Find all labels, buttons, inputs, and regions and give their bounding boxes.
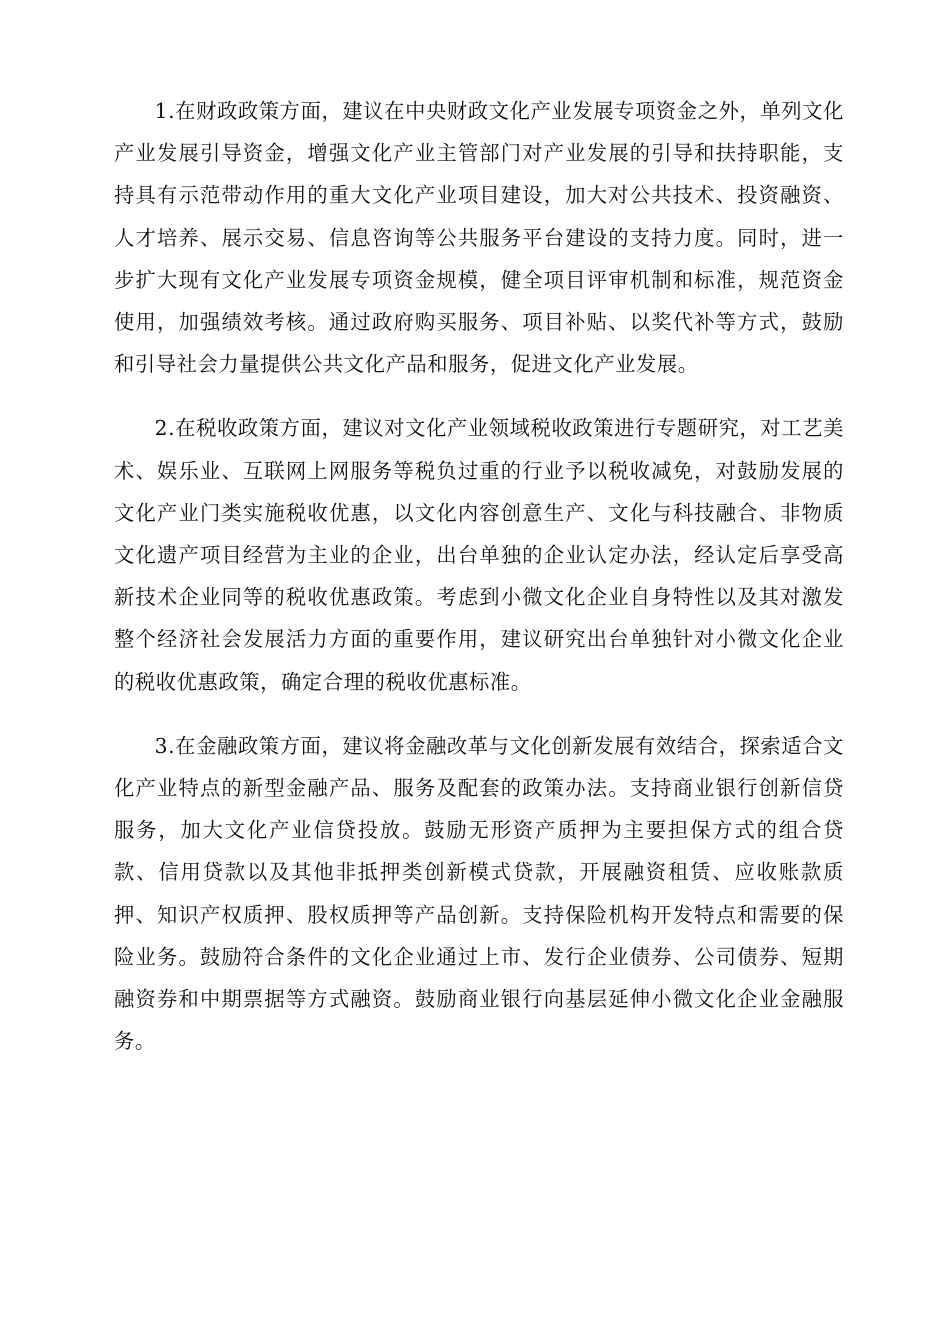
paragraph-tax-policy: 2.在税收政策方面，建议对文化产业领域税收政策进行专题研究，对工艺美术、娱乐业、互联网上网服务等税负过重的行业予以税收减免，对鼓励发展的文化产业门类实施税收优惠，以文化内容创意生产、文化与科技融合、非物质文化遗产项目经营为主业的企业，出台单独的企业认定办法，经认定后享受高新技术企业同等的税收优惠政策。考虑到小微文化企业自身特性以及其对激发整个经济社会发展活力方面的重要作用，建议研究出台单独针对小微文化企业的税收优惠政策，确定合理的税收优惠标准。 — [114, 416, 844, 694]
paragraph-financial-policy: 3.在金融政策方面，建议将金融改革与文化创新发展有效结合，探索适合文化产业特点的新型金融产品、服务及配套的政策办法。支持商业银行创新信贷服务，加大文化产业信贷投放。鼓励无形资产质押为主要担保方式的组合贷款、信用贷款以及其他非抵押类创新模式贷款，开展融资租赁、应收账款质押、知识产权质押、股权质押等产品创新。支持保险机构开发特点和需要的保险业务。鼓励符合条件的文化企业通过上市、发行企业债券、公司债券、短期融资券和中期票据等方式融资。鼓励商业银行向基层延伸小微文化企业金融服务。 — [114, 733, 844, 1054]
paragraph-fiscal-policy: 1.在财政政策方面，建议在中央财政文化产业发展专项资金之外，单列文化产业发展引导资金，增强文化产业主管部门对产业发展的引导和扶持职能，支持具有示范带动作用的重大文化产业项目建设，加大对公共技术、投资融资、人才培养、展示交易、信息咨询等公共服务平台建设的支持力度。同时，进一步扩大现有文化产业发展专项资金规模，健全项目评审机制和标准，规范资金使用，加强绩效考核。通过政府购买服务、项目补贴、以奖代补等方式，鼓励和引导社会力量提供公共文化产品和服务，促进文化产业发展。 — [114, 99, 844, 377]
document-body — [114, 90, 844, 1084]
